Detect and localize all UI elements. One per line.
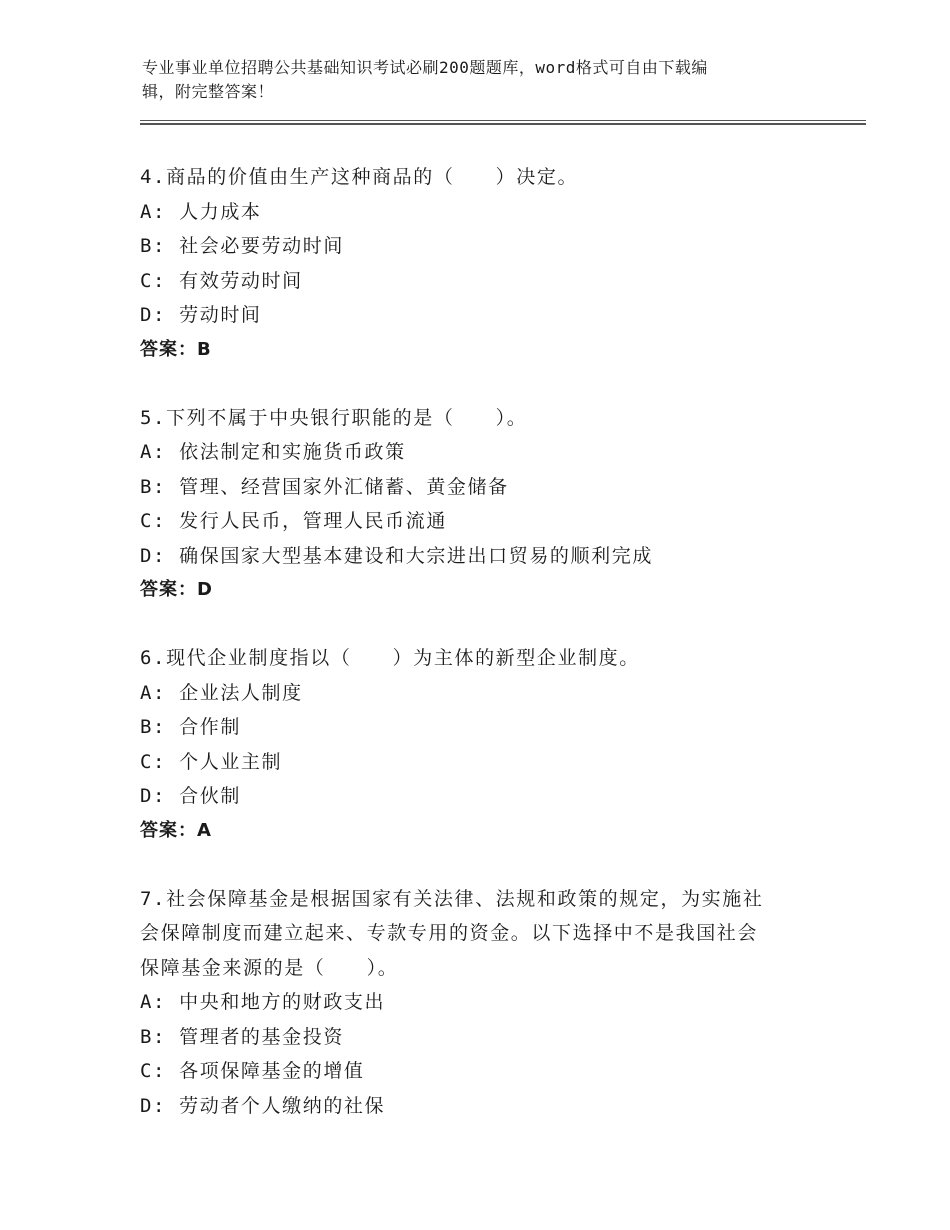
option-a: A: 依法制定和实施货币政策 [140,441,406,463]
option-a: A: 企业法人制度 [140,681,303,704]
option-b: B: 社会必要劳动时间 [140,235,344,257]
option-b: B: 管理者的基金投资 [140,1025,344,1048]
option-c: C: 发行人民币，管理人民币流通 [140,510,447,532]
question-4 [140,160,820,367]
option-c: C: 各项保障基金的增值 [140,1060,365,1082]
header-line-1: 专业事业单位招聘公共基础知识考试必刷200题题库，word格式可自由下载编 [142,58,708,77]
question-7 [140,882,820,1124]
page-header [142,56,802,104]
option-a: A: 中央和地方的财政支出 [140,991,386,1013]
answer-label: 答案：D [140,579,213,600]
question-stem: 5.下列不属于中央银行职能的是（ ）。 [140,406,528,429]
question-6 [140,641,820,848]
question-stem: 6.现代企业制度指以（ ）为主体的新型企业制度。 [140,647,640,669]
question-list [140,160,820,1157]
question-5 [140,401,820,608]
question-stem-line-2: 会保障制度而建立起来、专款专用的资金。以下选择中不是我国社会 [140,922,759,944]
header-line-2: 辑，附完整答案！ [142,82,275,101]
option-c: C: 个人业主制 [140,750,283,773]
option-d: D: 劳动时间 [140,304,262,326]
divider-thick-line [140,123,866,125]
option-d: D: 确保国家大型基本建设和大宗进出口贸易的顺利完成 [140,544,653,567]
question-stem-line-3: 保障基金来源的是（ ）。 [140,956,399,979]
option-d: D: 劳动者个人缴纳的社保 [140,1094,386,1117]
option-b: B: 合作制 [140,716,241,738]
option-d: D: 合伙制 [140,785,241,807]
answer-label: 答案：B [140,338,212,360]
question-stem-line-1: 7.社会保障基金是根据国家有关法律、法规和政策的规定，为实施社 [140,887,764,910]
divider-thin-line [140,120,866,121]
option-b: B: 管理、经营国家外汇储蓄、黄金储备 [140,475,509,498]
question-stem: 4.商品的价值由生产这种商品的（ ）决定。 [140,166,579,188]
header-divider [140,120,866,125]
option-c: C: 有效劳动时间 [140,269,303,292]
answer-label: 答案：A [140,819,212,841]
option-a: A: 人力成本 [140,200,262,223]
